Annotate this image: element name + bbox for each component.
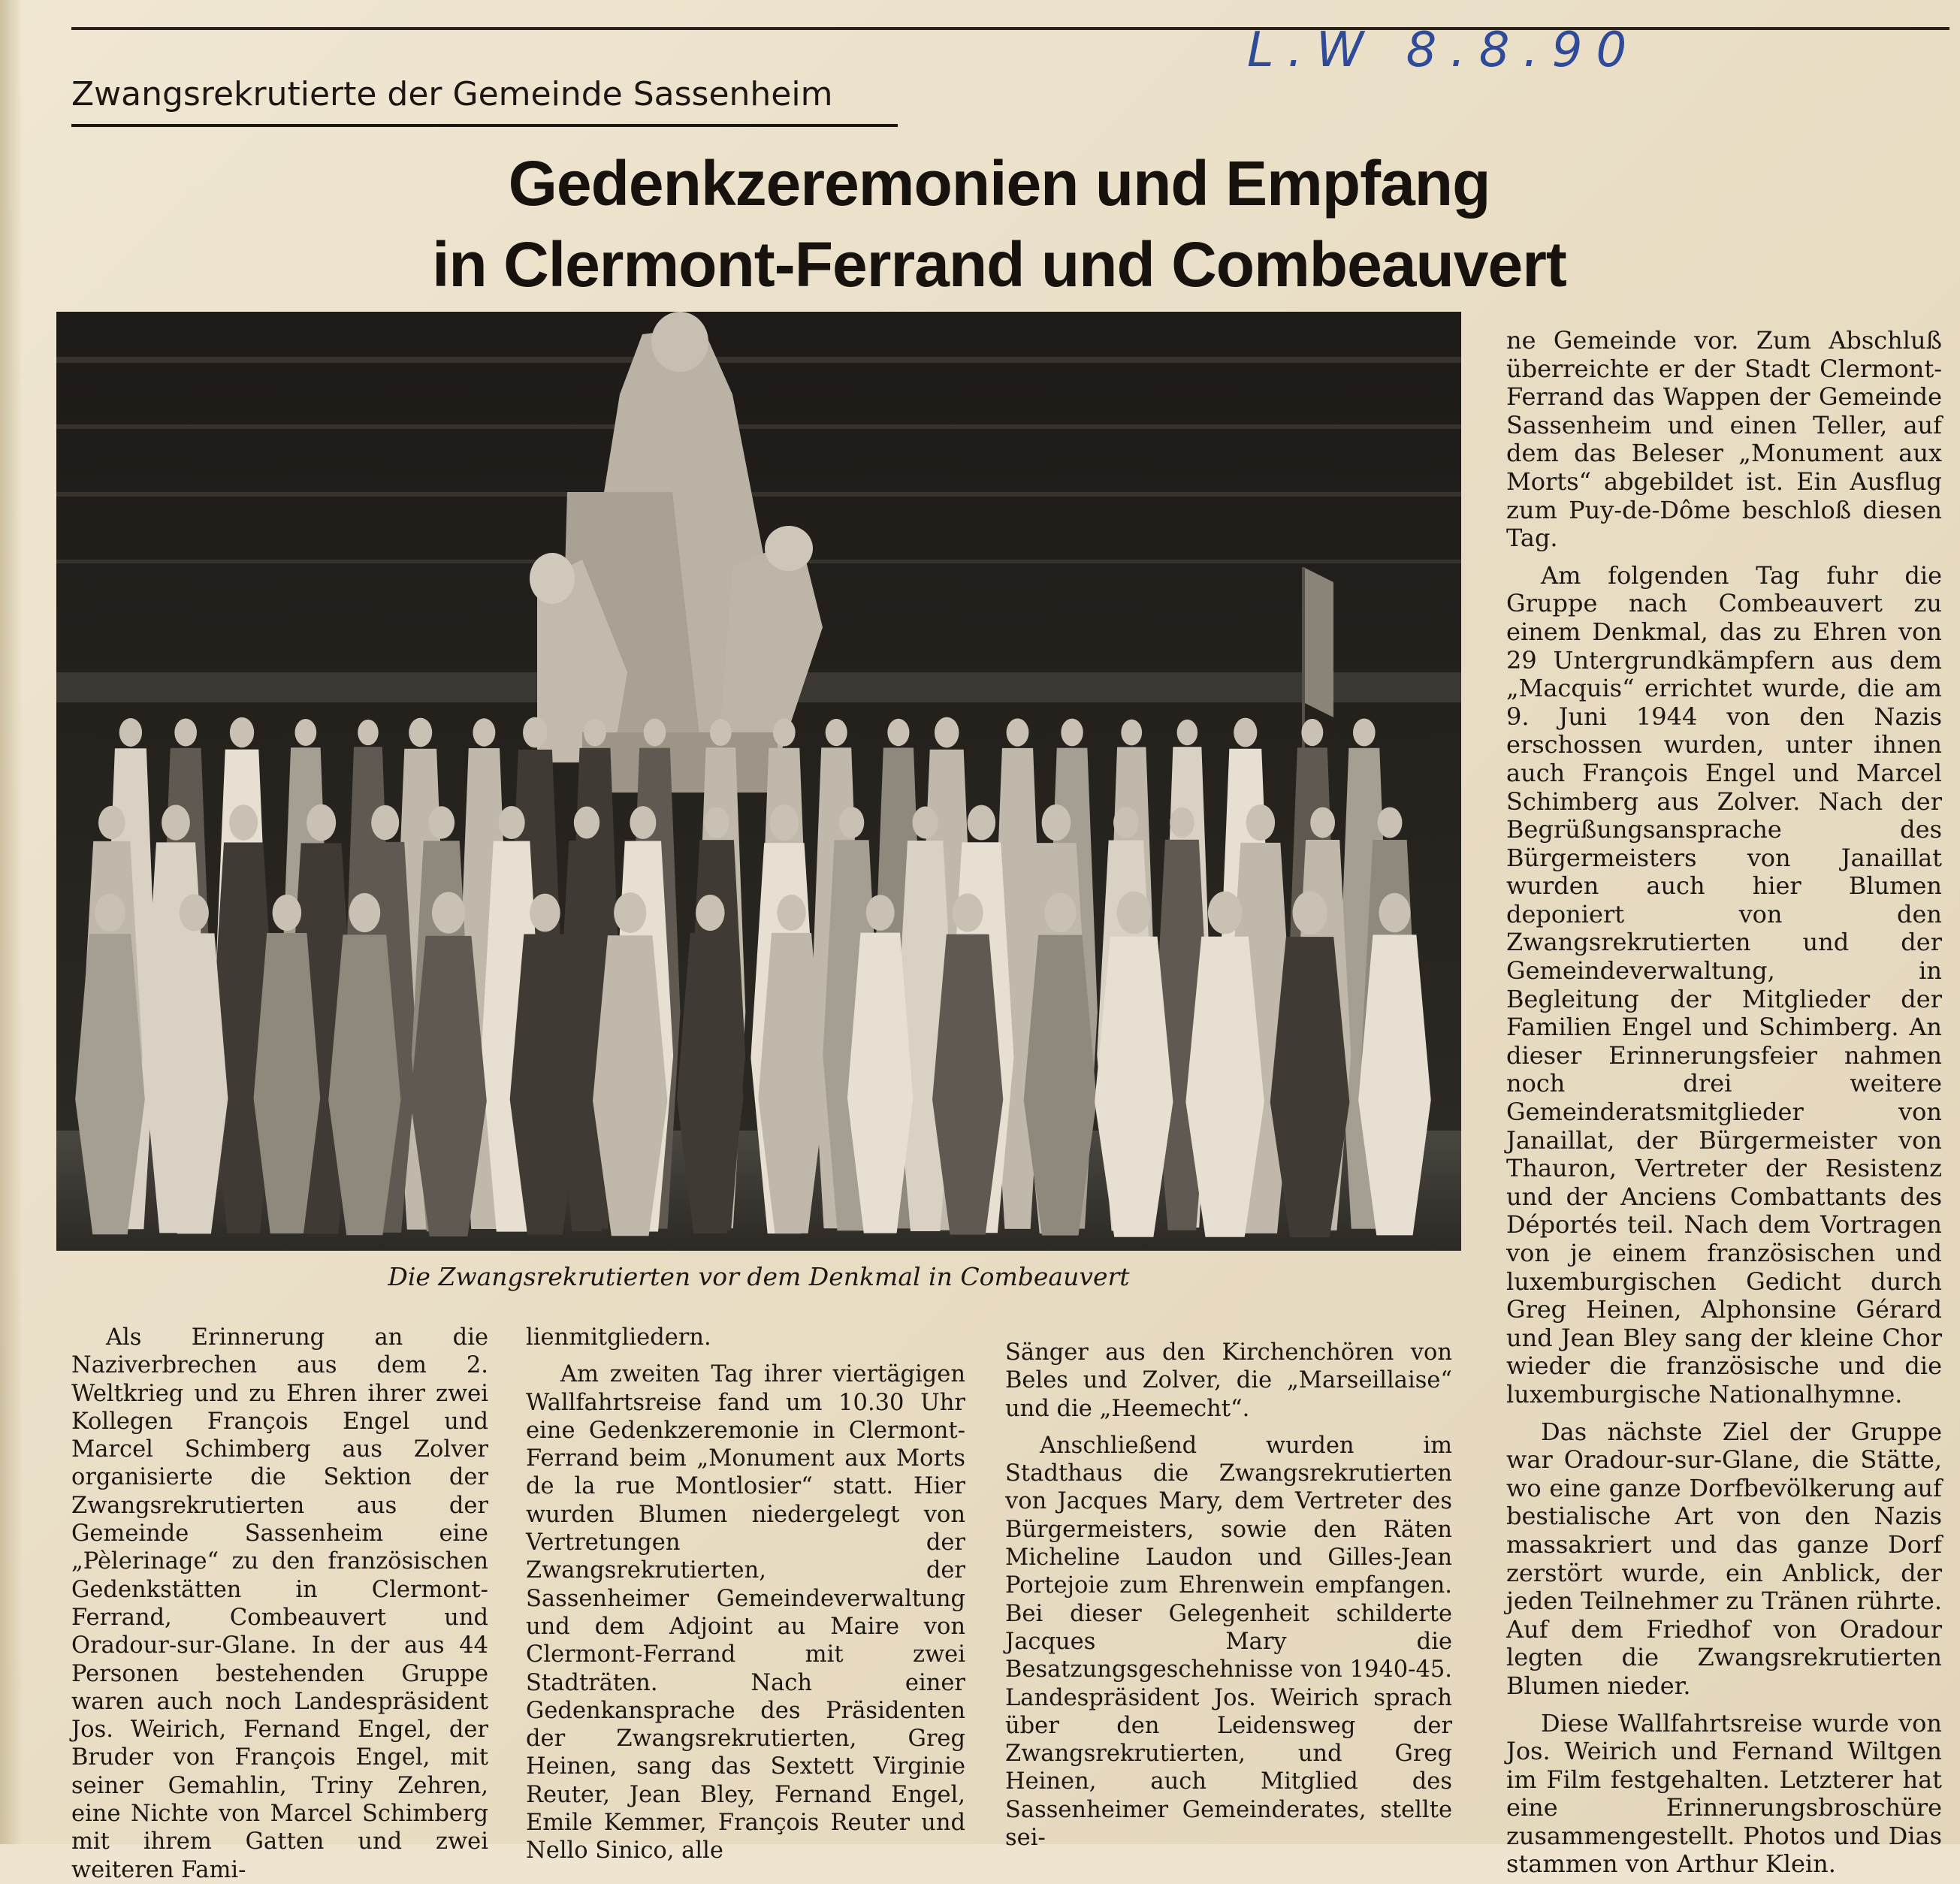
headline [331, 143, 1668, 316]
group-photo [56, 312, 1461, 1251]
person-head [770, 805, 799, 841]
person-head [230, 717, 254, 747]
person-head [307, 805, 336, 841]
headline-line-2: in Clermont-Ferrand und Combeauvert [432, 229, 1566, 300]
person-head [1121, 720, 1142, 746]
person-head [1246, 805, 1275, 841]
article-paragraph: Als Erinnerung an die Naziverbrechen aus dem 2. Weltkrieg und zu Ehren ihrer zwei Kollegen François Engel und Marcel Schimberg aus Zolver organisierte die Sektion der Zwangsrekrutierten aus der Gemeinde Sassenheim eine „Pèlerinage“ zu den französischen Gedenkstätten in Clermont-Ferrand, Combeauvert und Oradour-sur-Glane. In der aus 44 Personen bestehenden Gruppe waren auch noch Landespräsident Jos. Weirich, Fernand Engel, der Bruder von François Engel, mit seiner Gemahlin, Triny Zehren, eine Nichte von Marcel Schimberg mit ihrem Gatten und zwei weiteren Fami- [71, 1324, 488, 1883]
person-head [574, 807, 599, 839]
person-head [1117, 892, 1151, 934]
person-head [710, 719, 732, 746]
person-head [498, 806, 524, 839]
article-paragraph: lienmitgliedern. [526, 1324, 711, 1351]
article-paragraph: Das nächste Ziel der Gruppe war Oradour-sur-Glane, die Stätte, wo eine ganze Dorfbevölkerung auf bestialische Art von den Nazis massakriert und das ganze Dorf zerstört wurde, ein Anblick, der jeden Teilnehmer zu Tränen rührte. Auf dem Friedhof von Oradour legten die Zwangsrekrutierten Blumen nieder. [1506, 1417, 1942, 1700]
person-head [428, 806, 455, 838]
person-head [644, 719, 666, 747]
person-head [98, 806, 125, 839]
person-head [1310, 808, 1335, 838]
group-photo-illustration [56, 312, 1461, 1251]
person-head [1007, 718, 1029, 746]
article-paragraph: Diese Wallfahrtsreise wurde von Jos. Weirich und Fernand Wiltgen im Film festgehalten. Letzterer hat eine Erinnerungsbroschüre zusammengestellt. Photos und Dias stammen von Arthur Klein. [1506, 1708, 1942, 1879]
person-head [409, 718, 432, 747]
article-paragraph: ne Gemeinde vor. Zum Abschluß überreichte er der Stadt Clermont-Ferrand das Wappen der Gemeinde Sassenheim und einen Teller, auf dem das Beleser „Monument aux Morts“ abgebildet ist. Ein Ausflug zum Puy-de-Dôme beschloß diesen Tag. [1506, 326, 1942, 553]
person-head [968, 805, 995, 841]
person-head [174, 718, 197, 746]
person-head [229, 805, 258, 840]
bleed-through-text [1037, 45, 1043, 68]
person-head [696, 895, 724, 931]
person-head [705, 807, 729, 838]
article-paragraph: Am zweiten Tag ihrer viertägigen Wallfahrtsreise fand um 10.30 Uhr eine Gedenkzeremonie in Clermont-Ferrand beim „Monument aux Morts de la rue Montlosier“ statt. Hier wurden Blumen niedergelegt von Vertretungen der Zwangsrekrutierten, der Sassenheimer Gemeindeverwaltung und dem Adjoint au Maire von Clermont-Ferrand mit zwei Stadträten. Nach einer Gedenkansprache des Präsidenten der Zwangsrekrutierten, Greg Heinen, sang das Sextett Virginie Reuter, Jean Bley, Fernand Engel, Emile Kemmer, François Reuter und Nello Sinico, alle [526, 1361, 965, 1864]
person-head [913, 807, 938, 839]
handwritten-date-note: L.W 8.8.90 [1247, 23, 1641, 78]
person-head [162, 805, 190, 840]
person-head [1177, 720, 1198, 745]
person-head [1042, 805, 1071, 841]
person-head [584, 718, 606, 746]
person-head [371, 805, 399, 840]
person-head [866, 895, 895, 931]
person-head [887, 719, 909, 746]
person-head [777, 895, 805, 931]
article-column-2 [526, 1324, 965, 1864]
top-rule [71, 27, 1949, 30]
person-head [839, 807, 864, 838]
person-head [1353, 718, 1376, 746]
person-head [349, 893, 380, 932]
kicker-line: Zwangsrekrutierte der Gemeinde Sassenheim [71, 71, 898, 127]
article-column-1 [71, 1324, 488, 1883]
person-head [180, 895, 209, 931]
article-paragraph: Anschließend wurden im Stadthaus die Zwangsrekrutierten von Jacques Mary, dem Vertreter des Bürgermeisters, sowie den Räten Micheline Laudon und Gilles-Jean Portejoie zum Ehrenwein empfangen. Bei dieser Gelegenheit schilderte Jacques Mary die Besatzungsgeschehnisse von 1940-45. Landespräsident Jos. Weirich sprach über den Leidensweg der Zwangsrekrutierten, und Greg Heinen, auch Mitglied des Sassenheimer Gemeinderates, stellte sei- [1005, 1432, 1452, 1852]
person-head [1208, 892, 1242, 934]
person-head [935, 717, 959, 748]
page-edge-shadow [0, 0, 23, 1844]
article-column-3 [1005, 1339, 1452, 1852]
article-paragraph: Am folgenden Tag fuhr die Gruppe nach Combeauvert zu einem Denkmal, das zu Ehren von 29 Untergrundkämpfern aus dem „Macquis“ errichtet wurde, die am 9. Juni 1944 von den Nazis erschossen wurden, unter ihnen auch François Engel und Marcel Schimberg aus Zolver. Nach der Begrüßungsansprache des Bürgermeisters von Janaillat wurden auch hier Blumen deponiert von den Zwangsrekrutierten und der Gemeindeverwaltung, in Begleitung der Mitglieder der Familien Engel und Schimberg. An dieser Erinnerungsfeier nahmen noch drei weitere Gemeinderatsmitglieder von Janaillat, der Bürgermeister von Thauron, Vertreter der Resistenz und der Anciens Combattants des Déportés teil. Nach dem Vortragen von je einem französischen und luxemburgischen Gedicht durch Greg Heinen, Alphonsine Gérard und Jean Bley sang der kleine Chor wieder die französische und die luxemburgische Nationalhymne. [1506, 560, 1942, 1408]
person-head [473, 718, 495, 746]
article-paragraph: Sänger aus den Kirchenchören von Beles und Zolver, die „Marseillaise“ und die „Heemecht“. [1005, 1339, 1452, 1422]
person-head [1234, 718, 1257, 747]
person-head [358, 720, 378, 745]
person-head [1170, 808, 1194, 838]
person-head [95, 894, 125, 931]
person-head [530, 894, 560, 932]
person-head [1379, 893, 1410, 932]
person-head [953, 893, 983, 931]
person-head [1113, 807, 1139, 838]
person-head [432, 892, 465, 933]
person-head [826, 719, 847, 746]
person-head [614, 892, 646, 933]
person-head [773, 718, 796, 746]
person-head [630, 806, 656, 839]
person-head [1293, 891, 1327, 934]
person-head [1378, 807, 1403, 838]
photo-caption: Die Zwangsrekrutierten vor dem Denkmal in Combeauvert [388, 1262, 1130, 1291]
person-head [1044, 893, 1076, 933]
person-head [1301, 719, 1323, 746]
person-head [273, 895, 302, 931]
person-head [1061, 719, 1083, 747]
person-head [523, 717, 548, 748]
article-column-right [1506, 326, 1942, 1879]
headline-line-1: Gedenkzeremonien und Empfang [508, 148, 1490, 219]
person-head [294, 719, 316, 746]
person-head [119, 718, 142, 747]
